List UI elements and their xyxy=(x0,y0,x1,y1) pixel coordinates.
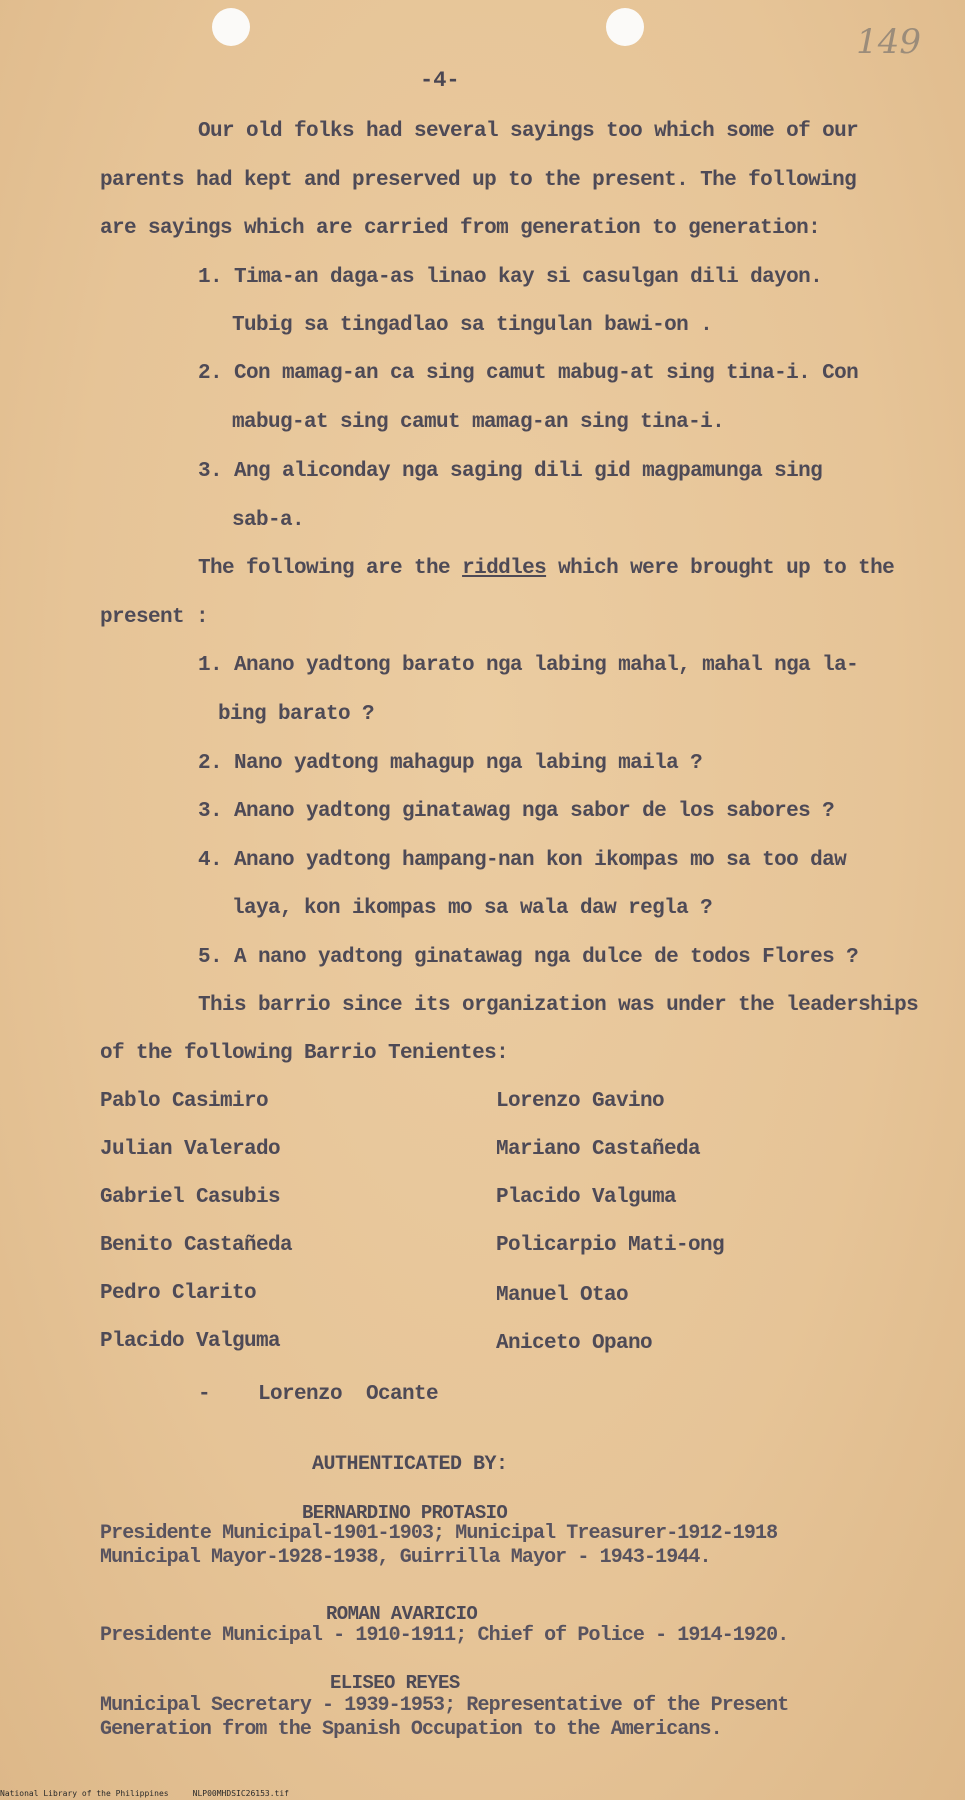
authenticator-credentials xyxy=(100,1694,788,1742)
authenticator-name: ELISEO REYES xyxy=(330,1672,460,1694)
sayings-intro-line: are sayings which are carried from generation to generation: xyxy=(100,217,821,240)
authenticator-credentials xyxy=(100,1624,788,1648)
dash: - xyxy=(198,1383,259,1406)
tenientes-intro-line: This barrio since its organization was under the leaderships xyxy=(198,994,919,1017)
riddles-intro-text: The following are the xyxy=(198,557,451,580)
teniente-name: Aniceto Opano xyxy=(496,1332,653,1355)
teniente-name: Gabriel Casubis xyxy=(100,1186,281,1209)
credential-line: Presidente Municipal - 1910-1911; Chief of Police - 1914-1920. xyxy=(100,1624,789,1647)
saying-line: 2. Con mamag-an ca sing camut mabug-at sing tina-i. Con xyxy=(198,362,859,385)
riddle-line: 1. Anano yadtong barato nga labing mahal, mahal nga la- xyxy=(198,654,859,677)
riddle-line: 4. Anano yadtong hampang-nan kon ikompas mo sa too daw xyxy=(198,849,847,872)
authenticated-by-heading: AUTHENTICATED BY: xyxy=(312,1453,508,1476)
teniente-name: Placido Valguma xyxy=(496,1186,677,1209)
credential-line: Generation from the Spanish Occupation to the Americans. xyxy=(100,1718,722,1741)
riddles-intro-text: which were brought up to the xyxy=(558,557,895,580)
authenticator-name: ROMAN AVARICIO xyxy=(326,1603,478,1625)
teniente-name: Placido Valguma xyxy=(100,1330,281,1353)
riddle-line: laya, kon ikompas mo sa wala daw regla ? xyxy=(232,897,713,920)
sayings-intro-line: Our old folks had several sayings too which some of our xyxy=(198,120,859,143)
riddle-line: 2. Nano yadtong mahagup nga labing maila ? xyxy=(198,752,703,775)
punch-hole-right xyxy=(606,8,644,46)
folio-number: 149 xyxy=(856,22,921,62)
authenticator-name: BERNARDINO PROTASIO xyxy=(302,1502,508,1524)
teniente-name: Lorenzo Gavino xyxy=(496,1090,665,1113)
credential-line: Municipal Mayor-1928-1938, Guirrilla Mayor - 1943-1944. xyxy=(100,1546,711,1569)
saying-line: 3. Ang aliconday nga saging dili gid magpamunga sing xyxy=(198,460,823,483)
saying-line: sab-a. xyxy=(232,509,305,532)
teniente-name: Policarpio Mati-ong xyxy=(496,1234,725,1257)
riddle-line: bing barato ? xyxy=(218,703,375,726)
authenticator-credentials xyxy=(100,1522,777,1570)
teniente-name: Julian Valerado xyxy=(100,1138,281,1161)
saying-line: 1. Tima-an daga-as linao kay si casulgan dili dayon. xyxy=(198,266,823,289)
teniente-name: Manuel Otao xyxy=(496,1284,629,1307)
last-teniente-name: Lorenzo Ocante xyxy=(258,1383,439,1406)
teniente-name: Pedro Clarito xyxy=(100,1282,257,1305)
saying-line: Tubig sa tingadlao sa tingulan bawi-on . xyxy=(232,314,713,337)
scan-footer: National Library of the Philippines NLP00MHDSIC26153.tif xyxy=(0,1789,289,1798)
riddle-line: 5. A nano yadtong ginatawag nga dulce de todos Flores ? xyxy=(198,946,859,969)
page-number: -4- xyxy=(420,68,460,93)
tenientes-intro-line: of the following Barrio Tenientes: xyxy=(100,1042,509,1065)
riddles-intro xyxy=(198,557,894,580)
last-teniente xyxy=(198,1383,438,1406)
teniente-name: Pablo Casimiro xyxy=(100,1090,269,1113)
riddles-intro-underlined: riddles xyxy=(462,557,547,580)
saying-line: mabug-at sing camut mamag-an sing tina-i. xyxy=(232,411,725,434)
punch-hole-left xyxy=(212,8,250,46)
credential-line: Municipal Secretary - 1939-1953; Representative of the Present xyxy=(100,1694,789,1717)
teniente-name: Mariano Castañeda xyxy=(496,1138,701,1161)
sayings-intro-line: parents had kept and preserved up to the present. The following xyxy=(100,169,857,192)
riddles-intro-cont: present : xyxy=(100,606,209,629)
teniente-name: Benito Castañeda xyxy=(100,1234,293,1257)
riddle-line: 3. Anano yadtong ginatawag nga sabor de los sabores ? xyxy=(198,800,835,823)
credential-line: Presidente Municipal-1901-1903; Municipal Treasurer-1912-1918 xyxy=(100,1522,778,1545)
